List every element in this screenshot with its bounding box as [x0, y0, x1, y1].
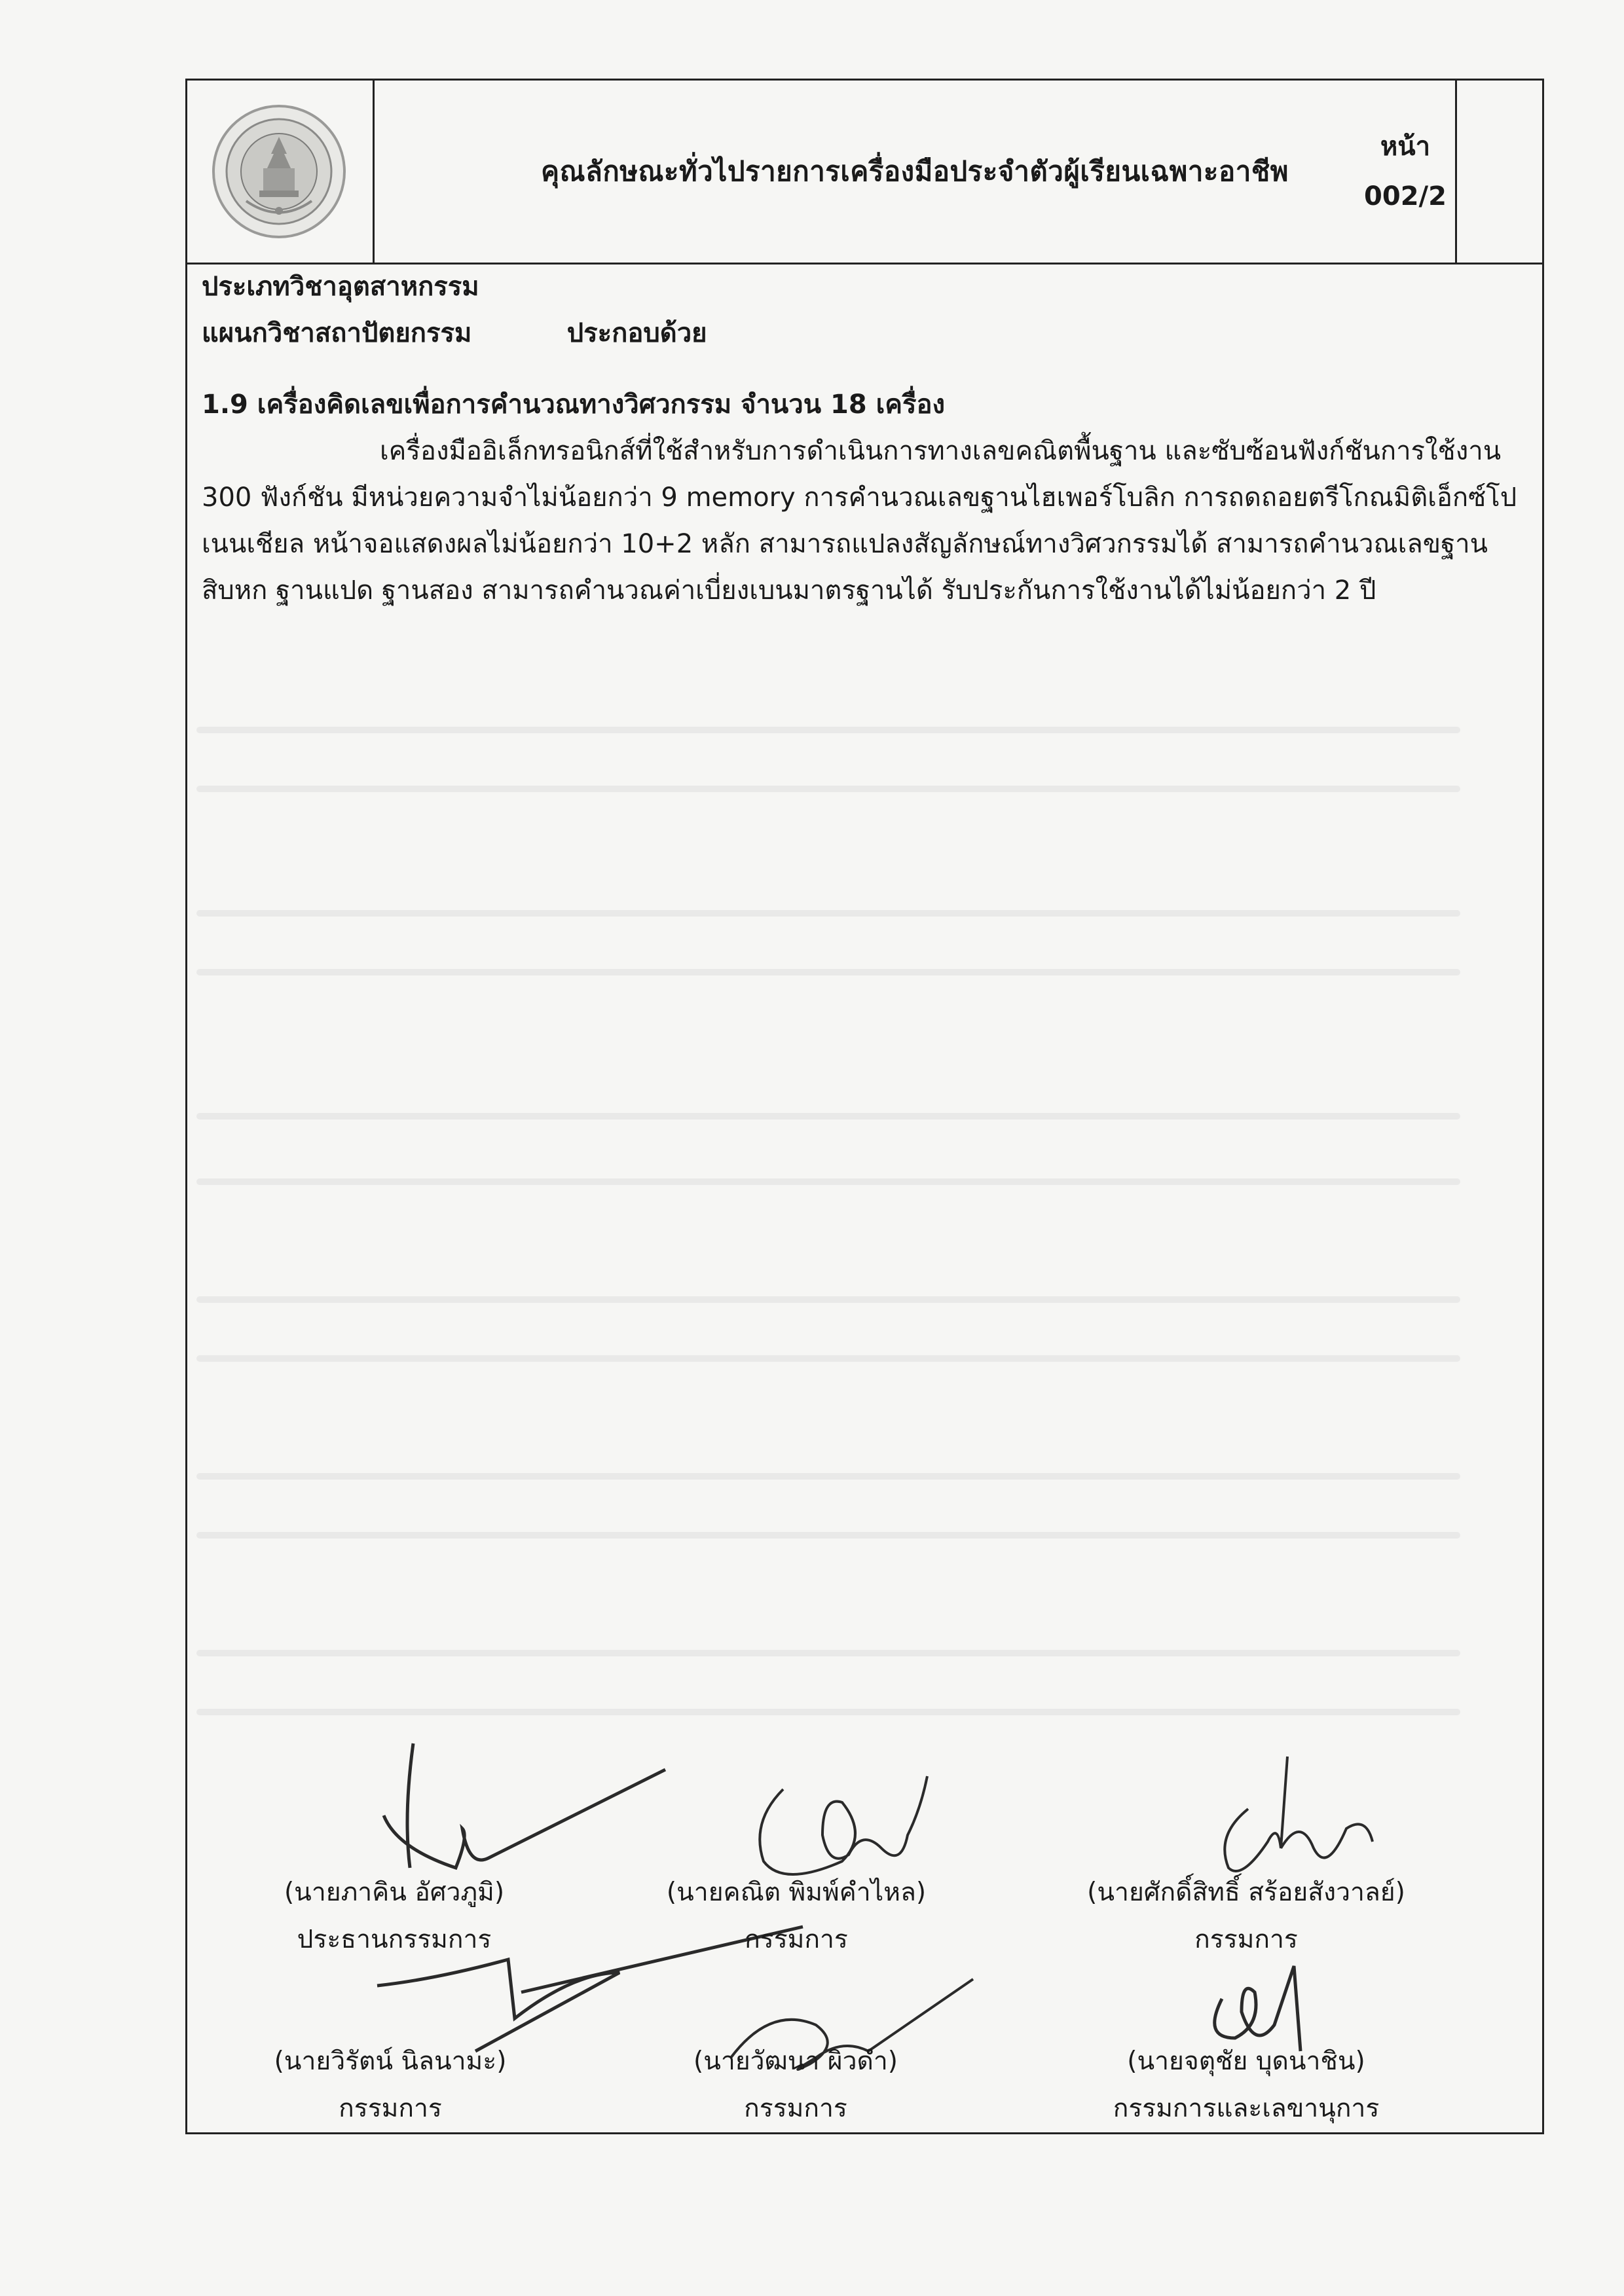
item-description: เครื่องมืออิเล็กทรอนิกส์ที่ใช้สำหรับการดำเนินการทางเลขคณิตพื้นฐาน และซับซ้อนฟังก์ชันการใช้งาน 300 ฟังก์ชัน มีหน่วยความจำไม่น้อยกว่า 9 memory การคำนวณเลขฐานไฮเพอร์โบลิก การถดถอยตรีโกณมิติเอ็กซ์โปเนนเชียล หน้าจอแสดงผลไม่น้อยกว่า 10+2 หลัก สามารถแปลงสัญลักษณ์ทางวิศวกรรมได้ สามารถคำนวณเลขฐานสิบหก ฐานแปด ฐานสอง สามารถคำนวณค่าเบี่ยงเบนมาตรฐานได้ รับประกันการใช้งานได้ไม่น้อยกว่า 2 ปี	[202, 436, 1517, 606]
signatory-5-role: กรรมการ	[744, 2094, 847, 2123]
signatory-2-role: กรรมการ	[745, 1925, 848, 1954]
signatory-3-name: (นายศักดิ์สิทธิ์ สร้อยสังวาลย์)	[1087, 1878, 1405, 1907]
category-line: ประเภทวิชาอุตสาหกรรม	[202, 272, 479, 302]
signatory-6-role: กรรมการและเลขานุการ	[1113, 2094, 1380, 2123]
department-line: แผนกวิชาสถาปัตยกรรม	[202, 318, 472, 348]
signatory-3-role: กรรมการ	[1194, 1925, 1298, 1954]
page-number: 002/2	[1364, 181, 1447, 211]
consists-of-label: ประกอบด้วย	[566, 318, 707, 348]
page-cell	[1271, 81, 1540, 263]
page-label: หน้า	[1380, 132, 1431, 162]
signatory-4-name: (นายวิรัตน์ นิลนามะ)	[274, 2047, 507, 2076]
signatory-6-name: (นายจตุชัย บุดนาชิน)	[1127, 2047, 1365, 2076]
signatory-4-role: กรรมการ	[339, 2094, 442, 2123]
document-header	[187, 81, 1542, 264]
signatory-5-name: (นายวัฒนา ผิวดำ)	[693, 2047, 898, 2076]
document-body	[202, 263, 1518, 614]
signatory-2-name: (นายคณิต พิมพ์คำไหล)	[666, 1878, 927, 1907]
signatory-1-name: (นายภาคิน อัศวภูมิ)	[284, 1878, 505, 1907]
institution-emblem-icon	[207, 103, 351, 240]
signatory-1-role: ประธานกรรมการ	[297, 1925, 492, 1954]
item-title: 1.9 เครื่องคิดเลขเพื่อการคำนวณทางวิศวกรรม จำนวน 18 เครื่อง	[202, 390, 946, 420]
document-title: คุณลักษณะทั่วไปรายการเครื่องมือประจำตัวผู้เรียนเฉพาะอาชีพ	[541, 155, 1289, 187]
logo-cell	[187, 81, 375, 263]
document-frame	[185, 79, 1544, 2134]
